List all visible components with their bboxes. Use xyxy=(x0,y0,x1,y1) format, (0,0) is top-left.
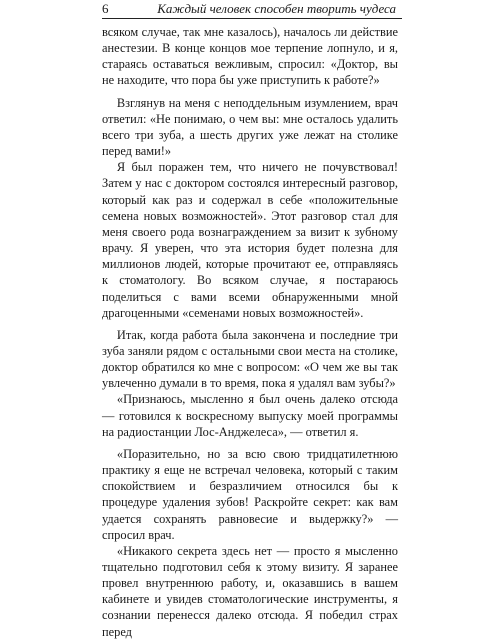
paragraph: всяком случае, так мне казалось), началось ли действие анестезии. В конце концов мое терпение лопнуло, и я, стараясь оставаться вежливым, спросил: «Доктор, вы не находите, что пора бы уже приступить к работе?» xyxy=(102,25,398,88)
running-title: Каждый человек способен творить чудеса xyxy=(157,1,396,16)
paragraph: Я был поражен тем, что ничего не почувствовал! Затем у нас с доктором состоялся интересный разговор, который как раз и содержал в себе «положительные семена новых возможностей». Этот разговор стал для меня своего рода вознаграждением за визит к зубному врачу. Я уверен, что эта история будет полезна для миллионов людей, которые прочитают ее, отправляясь к стоматологу. Во всяком случае, я постараюсь поделиться с вами всеми обнаруженными мной драгоценными «семенами новых возможностей». xyxy=(102,160,398,320)
page-header xyxy=(102,0,402,19)
paragraph: «Поразительно, но за всю свою тридцатилетнюю практику я еще не встречал человека, который с таким спокойствием и безразличием относился бы к процедуре удаления зубов! Раскройте секрет: как вам удается сохранять равновесие и выдержку?» — спросил врач. xyxy=(102,446,398,542)
paragraph: Итак, когда работа была закончена и последние три зуба заняли рядом с остальными свои места на столике, доктор обратился ко мне с вопросом: «О чем же вы так увлеченно думали в то время, пока я удалял вам зубы?» xyxy=(102,327,398,391)
page-number: 6 xyxy=(102,1,109,16)
paragraph: «Никакого секрета здесь нет — просто я мысленно тщательно подготовил себя к этому визиту. Я заранее провел внутреннюю работу, и, оказавшись в вашем кабинете и увидев стоматологические инструменты, я сознании перенесся далеко отсюда. Я победил страх перед xyxy=(102,543,398,639)
body-text xyxy=(102,24,398,640)
paragraph: Взглянув на меня с неподдельным изумлением, врач ответил: «Не понимаю, о чем вы: мне осталось удалить всего три зуба, а шесть других уже лежат на столике перед вами!» xyxy=(102,95,398,159)
paragraph: «Признаюсь, мысленно я был очень далеко отсюда — готовился к воскресному выпуску моей программы на радиостанции Лос-Анджелеса», — ответил я. xyxy=(102,392,398,439)
